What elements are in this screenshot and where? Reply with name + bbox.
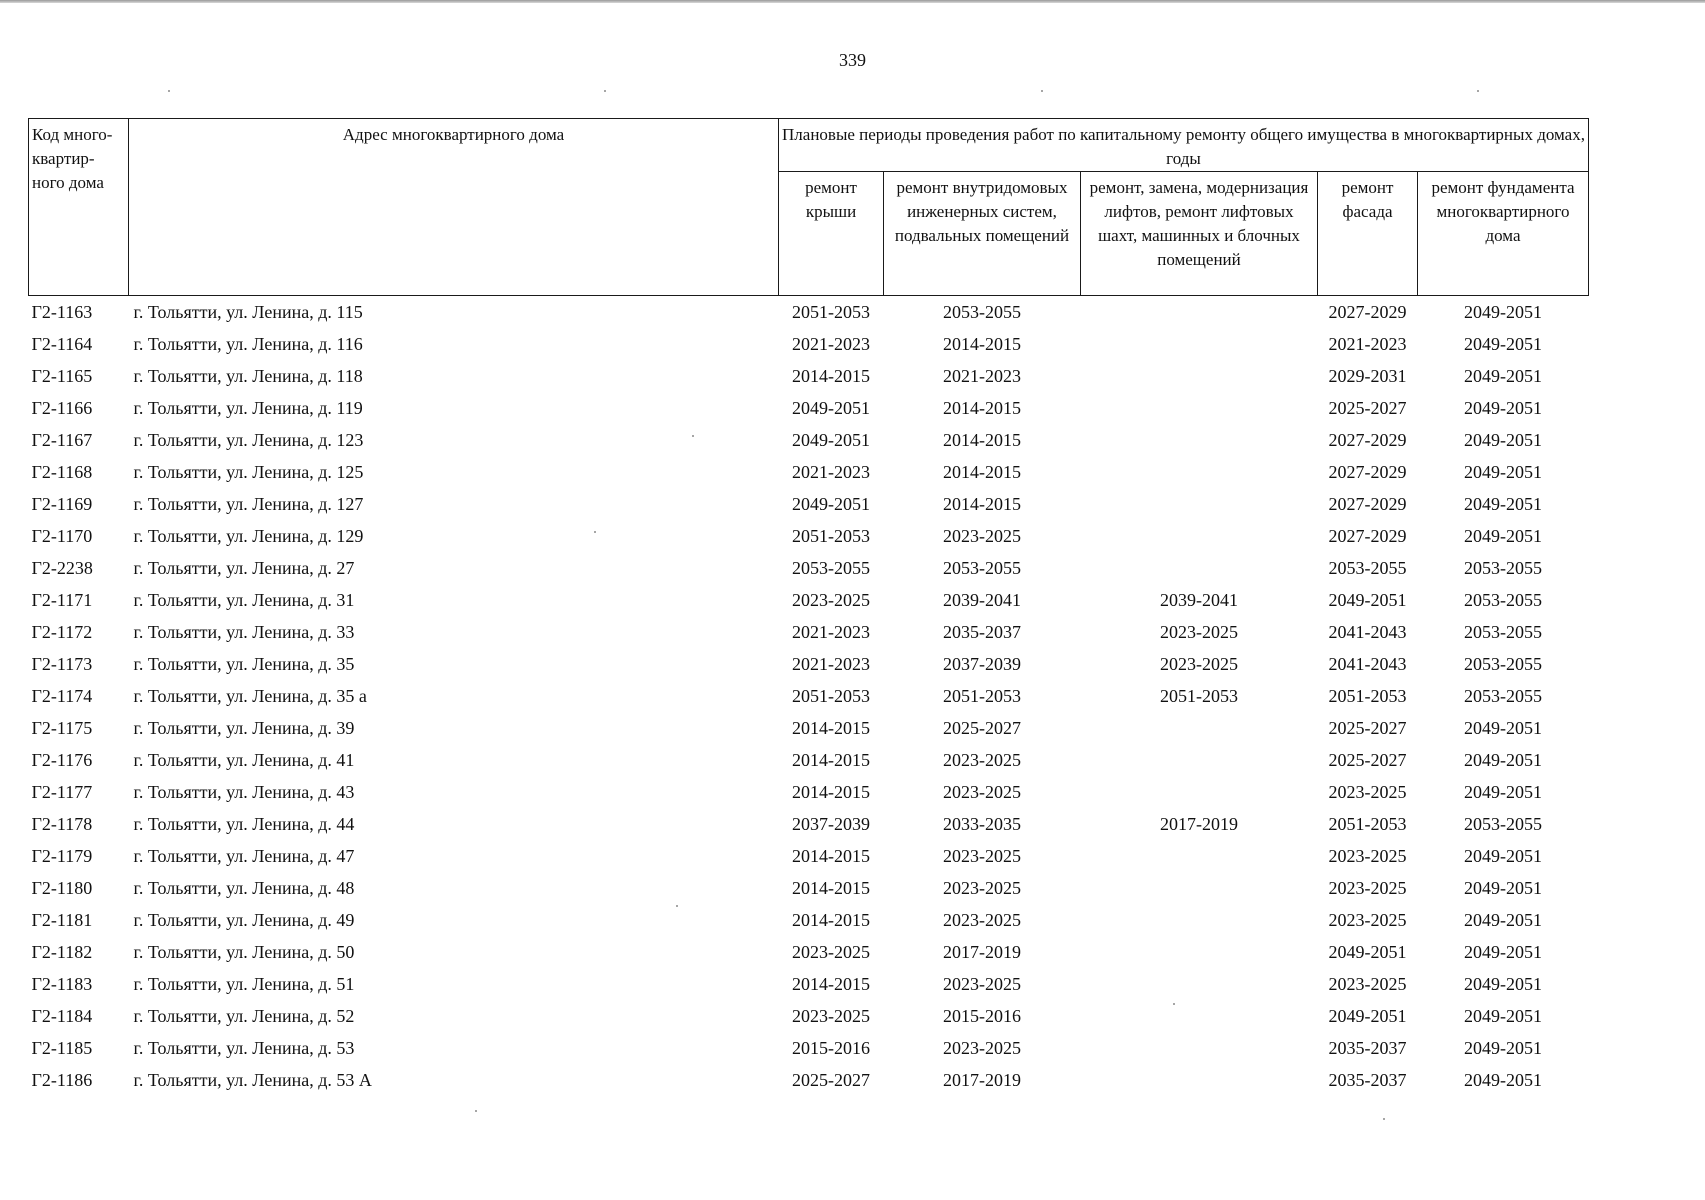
table-row [29, 360, 1589, 392]
facade-repair-cell: 2027-2029 [1328, 493, 1407, 514]
facade-repair-cell: 2035-2037 [1328, 1037, 1407, 1058]
roof-repair-cell: 2049-2051 [792, 397, 870, 418]
roof-repair-cell: 2014-2015 [792, 717, 870, 738]
address-cell: г. Тольятти, ул. Ленина, д. 116 [133, 333, 363, 354]
facade-repair-cell: 2027-2029 [1328, 301, 1407, 322]
roof-repair-cell: 2023-2025 [792, 941, 870, 962]
lift-repair-cell [1081, 872, 1318, 904]
engineering-repair-cell: 2023-2025 [943, 1037, 1021, 1058]
engineering-repair-cell: 2053-2055 [943, 557, 1021, 578]
scan-speck [594, 531, 596, 533]
engineering-repair-cell: 2023-2025 [943, 845, 1021, 866]
foundation-repair-cell: 2049-2051 [1464, 845, 1542, 866]
roof-repair-cell: 2021-2023 [792, 653, 870, 674]
building-code-cell: Г2-1184 [31, 1005, 93, 1026]
header-code: Код много-квартир-ного дома [29, 119, 129, 296]
address-cell: г. Тольятти, ул. Ленина, д. 52 [133, 1005, 355, 1026]
address-cell: г. Тольятти, ул. Ленина, д. 127 [133, 493, 364, 514]
engineering-repair-cell: 2051-2053 [943, 685, 1021, 706]
lift-repair-cell: 2051-2053 [1160, 685, 1238, 706]
roof-repair-cell: 2051-2053 [792, 525, 870, 546]
address-cell: г. Тольятти, ул. Ленина, д. 41 [133, 749, 355, 770]
foundation-repair-cell: 2049-2051 [1464, 941, 1542, 962]
address-cell: г. Тольятти, ул. Ленина, д. 50 [133, 941, 355, 962]
building-code-cell: Г2-1176 [31, 749, 93, 770]
roof-repair-cell: 2023-2025 [792, 589, 870, 610]
building-code-cell: Г2-1181 [31, 909, 93, 930]
foundation-repair-cell: 2049-2051 [1464, 493, 1542, 514]
address-cell: г. Тольятти, ул. Ленина, д. 27 [133, 557, 355, 578]
building-code-cell: Г2-1183 [31, 973, 93, 994]
table-row [29, 456, 1589, 488]
engineering-repair-cell: 2014-2015 [943, 397, 1021, 418]
address-cell: г. Тольятти, ул. Ленина, д. 119 [133, 397, 363, 418]
header-engineering: ремонт внутридомовых инженерных систем, подвальных помещений [884, 172, 1081, 296]
foundation-repair-cell: 2053-2055 [1464, 685, 1542, 706]
roof-repair-cell: 2014-2015 [792, 749, 870, 770]
foundation-repair-cell: 2049-2051 [1464, 717, 1542, 738]
lift-repair-cell [1081, 904, 1318, 936]
lift-repair-cell [1081, 328, 1318, 360]
foundation-repair-cell: 2049-2051 [1464, 973, 1542, 994]
engineering-repair-cell: 2014-2015 [943, 429, 1021, 450]
building-code-cell: Г2-1174 [31, 685, 93, 706]
facade-repair-cell: 2025-2027 [1328, 397, 1407, 418]
foundation-repair-cell: 2049-2051 [1464, 1069, 1542, 1090]
roof-repair-cell: 2021-2023 [792, 621, 870, 642]
lift-repair-cell [1081, 1064, 1318, 1096]
engineering-repair-cell: 2023-2025 [943, 749, 1021, 770]
scan-speck [604, 90, 606, 92]
building-code-cell: Г2-1170 [31, 525, 93, 546]
engineering-repair-cell: 2017-2019 [943, 941, 1021, 962]
scan-speck [1173, 1003, 1175, 1005]
header-periods: Плановые периоды проведения работ по капитальному ремонту общего имущества в многоквартирных домах, годы [779, 119, 1589, 172]
lift-repair-cell [1081, 840, 1318, 872]
engineering-repair-cell: 2023-2025 [943, 525, 1021, 546]
facade-repair-cell: 2027-2029 [1328, 429, 1407, 450]
foundation-repair-cell: 2049-2051 [1464, 1037, 1542, 1058]
facade-repair-cell: 2023-2025 [1328, 973, 1407, 994]
building-code-cell: Г2-1178 [31, 813, 93, 834]
lift-repair-cell [1081, 744, 1318, 776]
roof-repair-cell: 2049-2051 [792, 493, 870, 514]
table-row [29, 1000, 1589, 1032]
roof-repair-cell: 2053-2055 [792, 557, 870, 578]
header-lifts: ремонт, замена, модернизация лифтов, ремонт лифтовых шахт, машинных и блочных помещений [1081, 172, 1318, 296]
address-cell: г. Тольятти, ул. Ленина, д. 44 [133, 813, 355, 834]
facade-repair-cell: 2023-2025 [1328, 781, 1407, 802]
engineering-repair-cell: 2037-2039 [943, 653, 1021, 674]
engineering-repair-cell: 2053-2055 [943, 301, 1021, 322]
engineering-repair-cell: 2017-2019 [943, 1069, 1021, 1090]
address-cell: г. Тольятти, ул. Ленина, д. 35 а [133, 685, 367, 706]
facade-repair-cell: 2029-2031 [1328, 365, 1407, 386]
table-row [29, 648, 1589, 680]
roof-repair-cell: 2014-2015 [792, 365, 870, 386]
building-code-cell: Г2-1163 [31, 301, 93, 322]
address-cell: г. Тольятти, ул. Ленина, д. 53 А [133, 1069, 372, 1090]
building-code-cell: Г2-1168 [31, 461, 93, 482]
building-code-cell: Г2-1175 [31, 717, 93, 738]
address-cell: г. Тольятти, ул. Ленина, д. 53 [133, 1037, 355, 1058]
roof-repair-cell: 2025-2027 [792, 1069, 870, 1090]
roof-repair-cell: 2015-2016 [792, 1037, 870, 1058]
lift-repair-cell [1081, 712, 1318, 744]
building-code-cell: Г2-1171 [31, 589, 93, 610]
building-code-cell: Г2-1177 [31, 781, 93, 802]
lift-repair-cell [1081, 968, 1318, 1000]
table-row [29, 488, 1589, 520]
facade-repair-cell: 2051-2053 [1328, 813, 1407, 834]
lift-repair-cell: 2039-2041 [1160, 589, 1238, 610]
roof-repair-cell: 2021-2023 [792, 461, 870, 482]
engineering-repair-cell: 2015-2016 [943, 1005, 1021, 1026]
roof-repair-cell: 2049-2051 [792, 429, 870, 450]
foundation-repair-cell: 2053-2055 [1464, 589, 1542, 610]
lift-repair-cell [1081, 488, 1318, 520]
foundation-repair-cell: 2053-2055 [1464, 621, 1542, 642]
building-code-cell: Г2-1179 [31, 845, 93, 866]
scan-speck [676, 905, 678, 907]
foundation-repair-cell: 2049-2051 [1464, 333, 1542, 354]
address-cell: г. Тольятти, ул. Ленина, д. 118 [133, 365, 363, 386]
engineering-repair-cell: 2035-2037 [943, 621, 1021, 642]
roof-repair-cell: 2014-2015 [792, 973, 870, 994]
roof-repair-cell: 2014-2015 [792, 909, 870, 930]
table-row [29, 616, 1589, 648]
facade-repair-cell: 2051-2053 [1328, 685, 1407, 706]
facade-repair-cell: 2041-2043 [1328, 621, 1407, 642]
address-cell: г. Тольятти, ул. Ленина, д. 43 [133, 781, 355, 802]
foundation-repair-cell: 2049-2051 [1464, 781, 1542, 802]
foundation-repair-cell: 2049-2051 [1464, 909, 1542, 930]
address-cell: г. Тольятти, ул. Ленина, д. 39 [133, 717, 355, 738]
building-code-cell: Г2-1180 [31, 877, 93, 898]
lift-repair-cell [1081, 936, 1318, 968]
table-row [29, 392, 1589, 424]
building-code-cell: Г2-1167 [31, 429, 93, 450]
scan-edge-line [0, 0, 1705, 3]
page-number: 339 [839, 50, 866, 70]
scan-speck [475, 1110, 477, 1112]
address-cell: г. Тольятти, ул. Ленина, д. 115 [133, 301, 363, 322]
header-facade: ремонт фасада [1318, 172, 1418, 296]
building-code-cell: Г2-1166 [31, 397, 93, 418]
address-cell: г. Тольятти, ул. Ленина, д. 129 [133, 525, 364, 546]
address-cell: г. Тольятти, ул. Ленина, д. 51 [133, 973, 355, 994]
table-row [29, 328, 1589, 360]
building-code-cell: Г2-1172 [31, 621, 93, 642]
facade-repair-cell: 2027-2029 [1328, 461, 1407, 482]
address-cell: г. Тольятти, ул. Ленина, д. 49 [133, 909, 355, 930]
scan-speck [692, 435, 694, 437]
building-code-cell: Г2-1165 [31, 365, 93, 386]
facade-repair-cell: 2053-2055 [1328, 557, 1407, 578]
building-code-cell: Г2-1185 [31, 1037, 93, 1058]
address-cell: г. Тольятти, ул. Ленина, д. 47 [133, 845, 355, 866]
address-cell: г. Тольятти, ул. Ленина, д. 33 [133, 621, 355, 642]
foundation-repair-cell: 2049-2051 [1464, 461, 1542, 482]
engineering-repair-cell: 2021-2023 [943, 365, 1021, 386]
capital-repair-table [28, 118, 1589, 1096]
table-row [29, 808, 1589, 840]
table-row [29, 1032, 1589, 1064]
lift-repair-cell [1081, 520, 1318, 552]
scan-speck [1383, 1118, 1385, 1120]
address-cell: г. Тольятти, ул. Ленина, д. 125 [133, 461, 364, 482]
engineering-repair-cell: 2023-2025 [943, 781, 1021, 802]
header-roof: ремонт крыши [779, 172, 884, 296]
foundation-repair-cell: 2049-2051 [1464, 301, 1542, 322]
table-row [29, 712, 1589, 744]
address-cell: г. Тольятти, ул. Ленина, д. 48 [133, 877, 355, 898]
engineering-repair-cell: 2014-2015 [943, 493, 1021, 514]
lift-repair-cell [1081, 1032, 1318, 1064]
facade-repair-cell: 2041-2043 [1328, 653, 1407, 674]
table-row [29, 296, 1589, 329]
building-code-cell: Г2-1186 [31, 1069, 93, 1090]
engineering-repair-cell: 2025-2027 [943, 717, 1021, 738]
lift-repair-cell [1081, 1000, 1318, 1032]
building-code-cell: Г2-1182 [31, 941, 93, 962]
table-row [29, 680, 1589, 712]
lift-repair-cell: 2017-2019 [1160, 813, 1238, 834]
lift-repair-cell: 2023-2025 [1160, 653, 1238, 674]
header-address: Адрес многоквартирного дома [129, 119, 779, 296]
scan-speck [168, 90, 170, 92]
table-row [29, 552, 1589, 584]
facade-repair-cell: 2023-2025 [1328, 909, 1407, 930]
address-cell: г. Тольятти, ул. Ленина, д. 123 [133, 429, 364, 450]
roof-repair-cell: 2014-2015 [792, 877, 870, 898]
engineering-repair-cell: 2014-2015 [943, 461, 1021, 482]
building-code-cell: Г2-1164 [31, 333, 93, 354]
facade-repair-cell: 2035-2037 [1328, 1069, 1407, 1090]
facade-repair-cell: 2021-2023 [1328, 333, 1407, 354]
engineering-repair-cell: 2039-2041 [943, 589, 1021, 610]
foundation-repair-cell: 2049-2051 [1464, 525, 1542, 546]
facade-repair-cell: 2049-2051 [1328, 941, 1407, 962]
table-row [29, 520, 1589, 552]
table-row [29, 840, 1589, 872]
building-code-cell: Г2-2238 [31, 557, 93, 578]
lift-repair-cell [1081, 552, 1318, 584]
lift-repair-cell [1081, 296, 1318, 329]
table-row [29, 904, 1589, 936]
foundation-repair-cell: 2049-2051 [1464, 397, 1542, 418]
address-cell: г. Тольятти, ул. Ленина, д. 35 [133, 653, 355, 674]
facade-repair-cell: 2023-2025 [1328, 845, 1407, 866]
engineering-repair-cell: 2023-2025 [943, 877, 1021, 898]
foundation-repair-cell: 2049-2051 [1464, 429, 1542, 450]
engineering-repair-cell: 2014-2015 [943, 333, 1021, 354]
table-row [29, 872, 1589, 904]
foundation-repair-cell: 2049-2051 [1464, 749, 1542, 770]
facade-repair-cell: 2049-2051 [1328, 589, 1407, 610]
header-foundation: ремонт фундамента многоквартирного дома [1418, 172, 1589, 296]
roof-repair-cell: 2051-2053 [792, 301, 870, 322]
foundation-repair-cell: 2049-2051 [1464, 877, 1542, 898]
foundation-repair-cell: 2049-2051 [1464, 365, 1542, 386]
roof-repair-cell: 2051-2053 [792, 685, 870, 706]
scan-speck [1477, 90, 1479, 92]
roof-repair-cell: 2037-2039 [792, 813, 870, 834]
roof-repair-cell: 2021-2023 [792, 333, 870, 354]
facade-repair-cell: 2027-2029 [1328, 525, 1407, 546]
table-row [29, 1064, 1589, 1096]
table-row [29, 584, 1589, 616]
facade-repair-cell: 2049-2051 [1328, 1005, 1407, 1026]
foundation-repair-cell: 2049-2051 [1464, 1005, 1542, 1026]
table-row [29, 936, 1589, 968]
lift-repair-cell [1081, 392, 1318, 424]
building-code-cell: Г2-1169 [31, 493, 93, 514]
facade-repair-cell: 2025-2027 [1328, 717, 1407, 738]
table-row [29, 424, 1589, 456]
lift-repair-cell [1081, 424, 1318, 456]
facade-repair-cell: 2023-2025 [1328, 877, 1407, 898]
facade-repair-cell: 2025-2027 [1328, 749, 1407, 770]
engineering-repair-cell: 2023-2025 [943, 973, 1021, 994]
building-code-cell: Г2-1173 [31, 653, 93, 674]
engineering-repair-cell: 2033-2035 [943, 813, 1021, 834]
table-row [29, 968, 1589, 1000]
roof-repair-cell: 2023-2025 [792, 1005, 870, 1026]
engineering-repair-cell: 2023-2025 [943, 909, 1021, 930]
table-body [29, 296, 1589, 1097]
foundation-repair-cell: 2053-2055 [1464, 653, 1542, 674]
roof-repair-cell: 2014-2015 [792, 781, 870, 802]
foundation-repair-cell: 2053-2055 [1464, 813, 1542, 834]
foundation-repair-cell: 2053-2055 [1464, 557, 1542, 578]
lift-repair-cell [1081, 456, 1318, 488]
scan-speck [1041, 90, 1043, 92]
address-cell: г. Тольятти, ул. Ленина, д. 31 [133, 589, 355, 610]
table-row [29, 744, 1589, 776]
lift-repair-cell [1081, 360, 1318, 392]
lift-repair-cell: 2023-2025 [1160, 621, 1238, 642]
table-row [29, 776, 1589, 808]
lift-repair-cell [1081, 776, 1318, 808]
table-header [29, 119, 1589, 296]
roof-repair-cell: 2014-2015 [792, 845, 870, 866]
